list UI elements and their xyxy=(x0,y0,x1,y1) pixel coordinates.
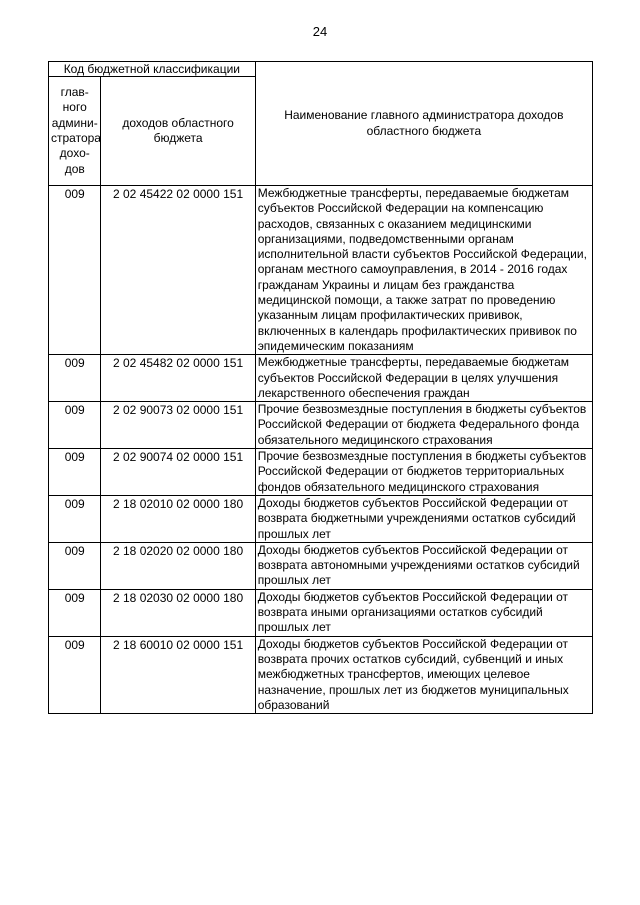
page-number: 24 xyxy=(312,24,328,39)
table-row xyxy=(49,542,593,589)
admin-name: Прочие безвозмездные поступления в бюджеты субъектов Российской Федерации от бюджета Федерального фонда обязательного медицинского страхования xyxy=(255,402,592,449)
income-code: 2 02 90073 02 0000 151 xyxy=(101,402,255,449)
admin-name: Межбюджетные трансферты, передаваемые бюджетам субъектов Российской Федерации на компенсацию расходов, связанных с оказанием медицинскими организациями, подведомственными органам исполнительной власти субъектов Российской Федерации, органам местного самоуправления, в 2014 - 2016 годах гражданам Украины и лицам без гражданства медицинской помощи, а также затрат по проведению указанным лицам профилактических прививок, включенных в календарь профилактических прививок по эпидемическим показаниям xyxy=(255,186,592,355)
admin-code: 009 xyxy=(49,495,101,542)
table-row xyxy=(49,186,593,355)
admin-code: 009 xyxy=(49,542,101,589)
admin-code: 009 xyxy=(49,355,101,402)
income-code: 2 18 02030 02 0000 180 xyxy=(101,589,255,636)
admin-name: Межбюджетные трансферты, передаваемые бюджетам субъектов Российской Федерации в целях улучшения лекарственного обеспечения граждан xyxy=(255,355,592,402)
income-code: 2 18 02010 02 0000 180 xyxy=(101,495,255,542)
admin-name: Доходы бюджетов субъектов Российской Федерации от возврата автономными учреждениями остатков субсидий прошлых лет xyxy=(255,542,592,589)
table-row xyxy=(49,402,593,449)
admin-code: 009 xyxy=(49,186,101,355)
header-admin-column: глав-ного админи-стратора дохо-дов xyxy=(49,77,101,186)
header-income-column: доходов областного бюджета xyxy=(101,77,255,186)
table-row xyxy=(49,589,593,636)
admin-name: Прочие безвозмездные поступления в бюджеты субъектов Российской Федерации от бюджетов территориальных фондов обязательного медицинского страхования xyxy=(255,449,592,496)
table-row xyxy=(49,636,593,713)
admin-code: 009 xyxy=(49,636,101,713)
table-row xyxy=(49,449,593,496)
admin-name: Доходы бюджетов субъектов Российской Федерации от возврата прочих остатков субсидий, субвенций и иных межбюджетных трансфертов, имеющих целевое назначение, прошлых лет из бюджетов муниципальных образований xyxy=(255,636,592,713)
income-code: 2 18 60010 02 0000 151 xyxy=(101,636,255,713)
budget-classification-table xyxy=(48,61,593,714)
income-code: 2 02 45422 02 0000 151 xyxy=(101,186,255,355)
admin-code: 009 xyxy=(49,589,101,636)
table-row xyxy=(49,495,593,542)
admin-name: Доходы бюджетов субъектов Российской Федерации от возврата иными организациями остатков субсидий прошлых лет xyxy=(255,589,592,636)
income-code: 2 02 90074 02 0000 151 xyxy=(101,449,255,496)
admin-name: Доходы бюджетов субъектов Российской Федерации от возврата бюджетными учреждениями остатков субсидий прошлых лет xyxy=(255,495,592,542)
income-code: 2 02 45482 02 0000 151 xyxy=(101,355,255,402)
income-code: 2 18 02020 02 0000 180 xyxy=(101,542,255,589)
header-group-label: Код бюджетной классификации xyxy=(49,62,256,77)
header-name-column: Наименование главного администратора доходов областного бюджета xyxy=(255,62,592,186)
admin-code: 009 xyxy=(49,449,101,496)
table-row xyxy=(49,355,593,402)
admin-code: 009 xyxy=(49,402,101,449)
